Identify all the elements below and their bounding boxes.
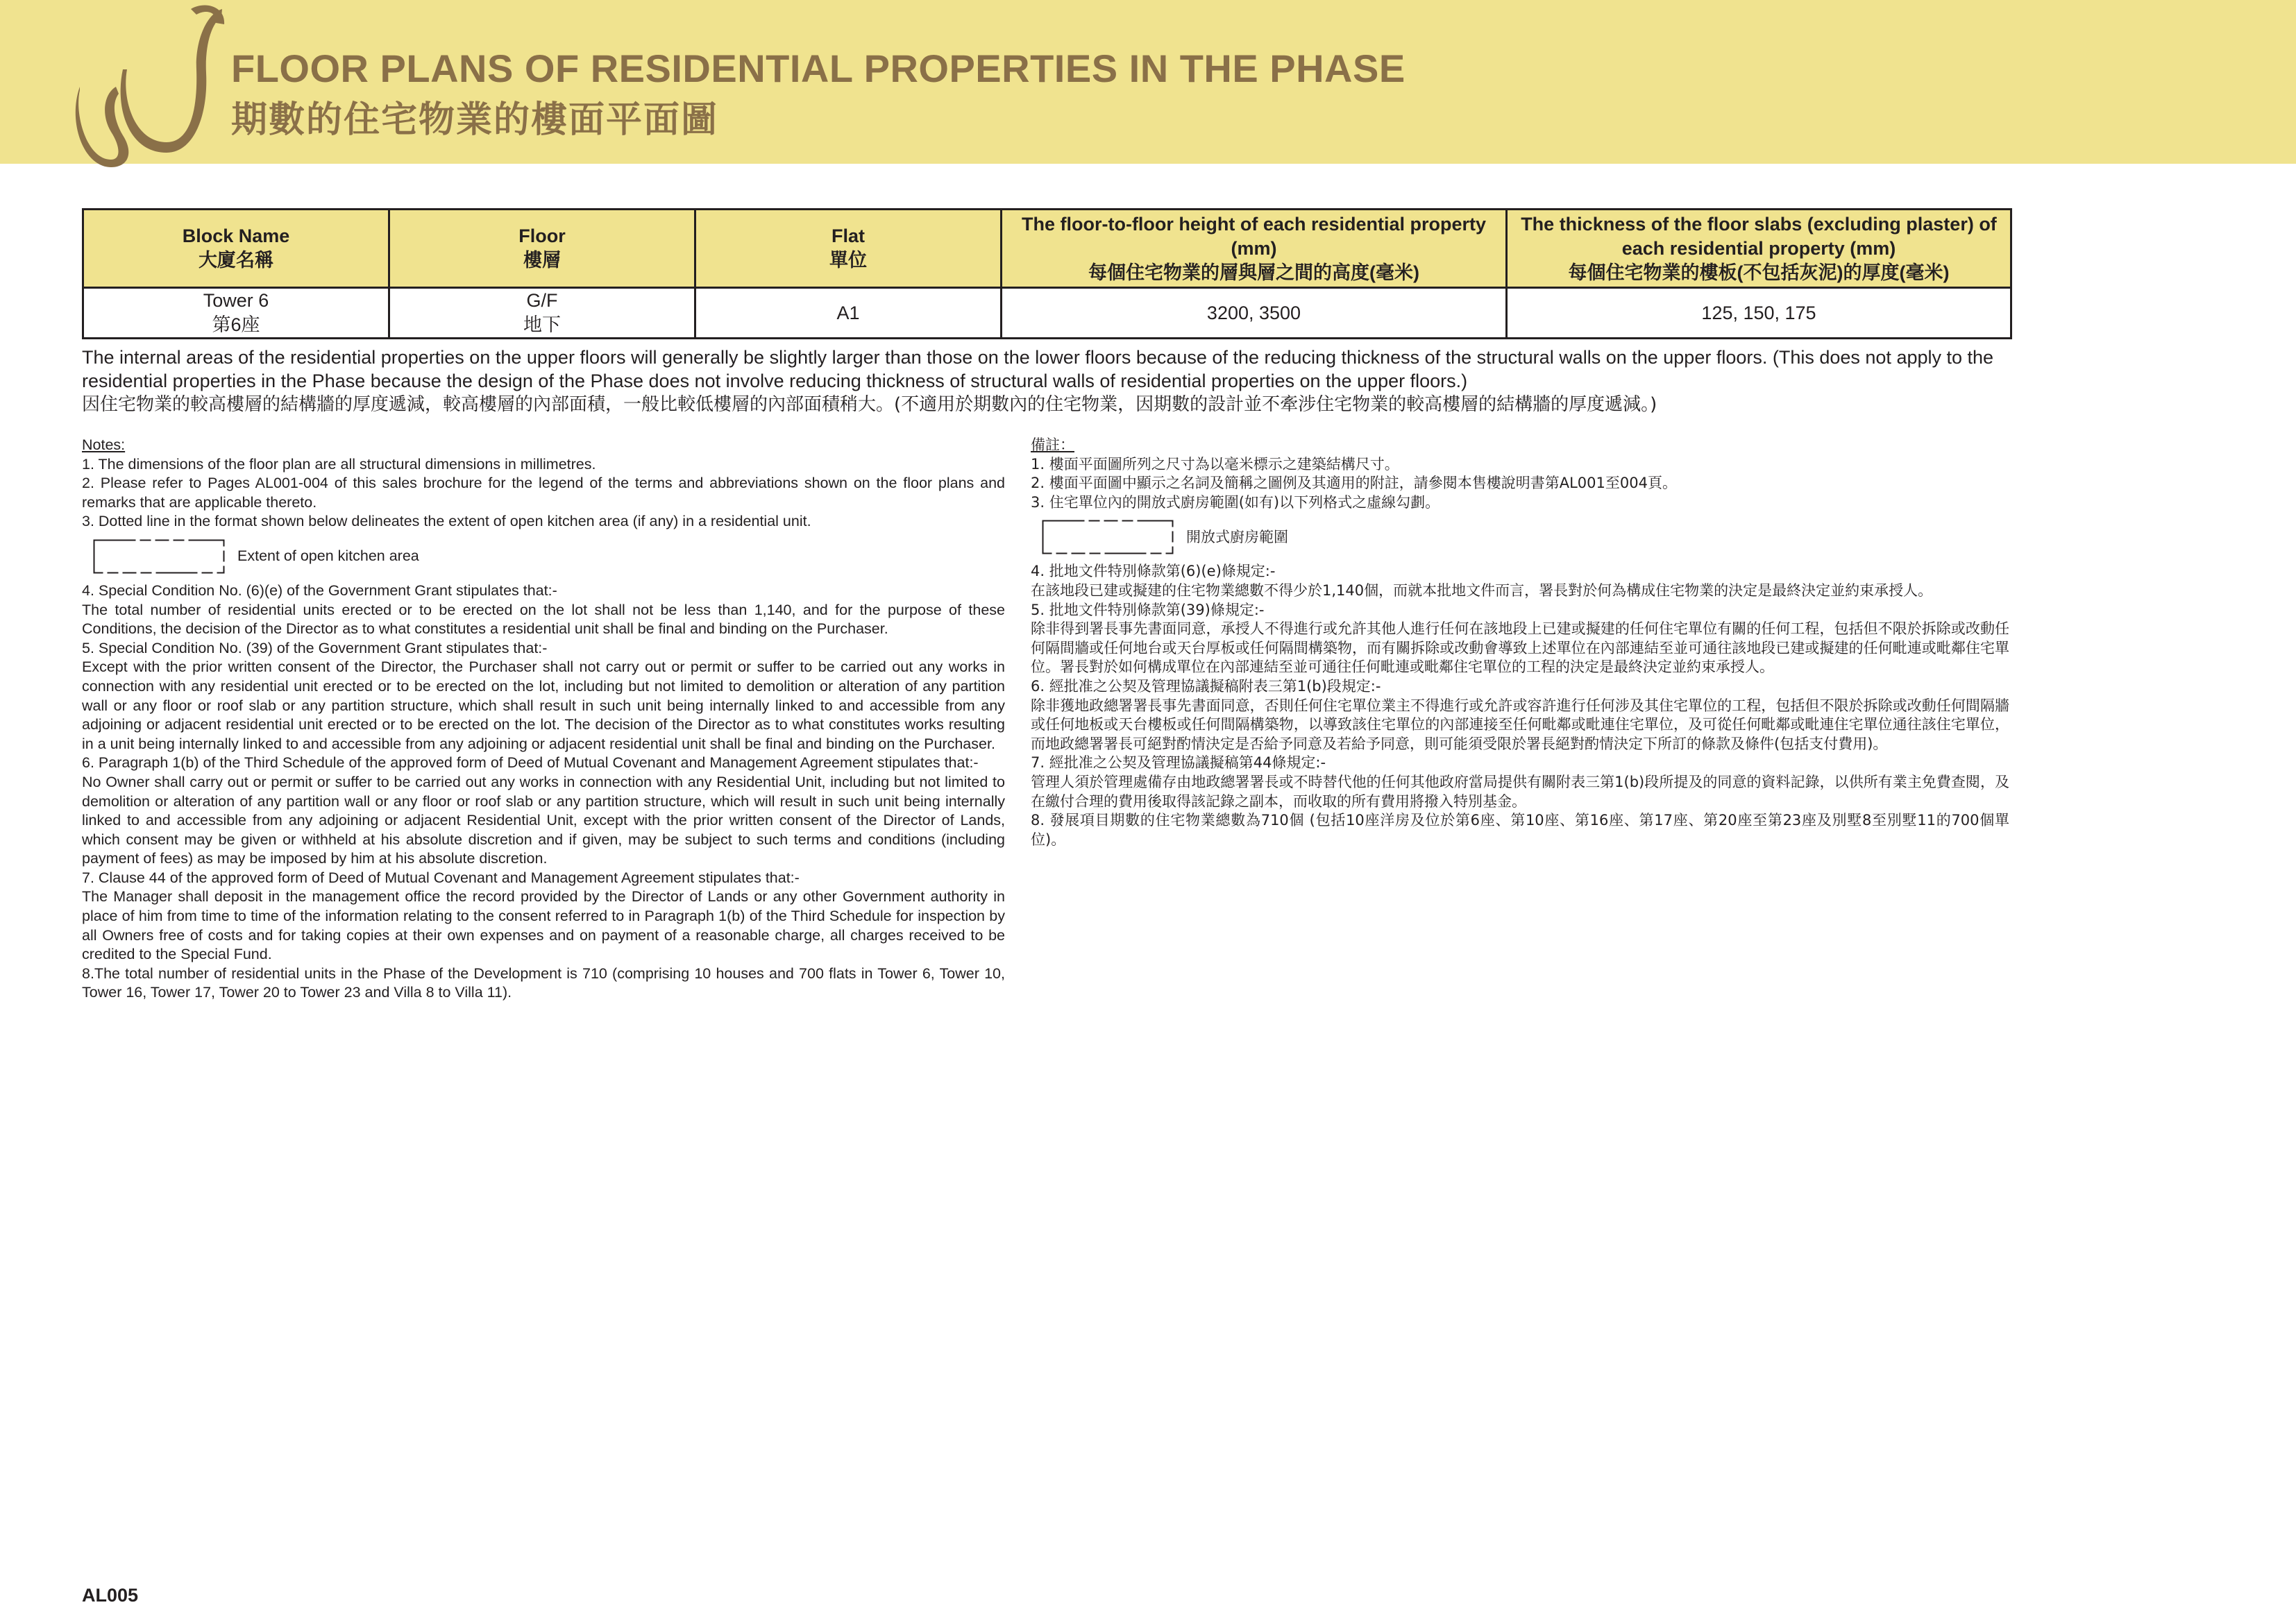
dotted-box-icon [93,539,225,574]
header-floor-height: The floor-to-floor height of each residential property (mm) 每個住宅物業的層與層之間的高度(毫米) [1002,210,1507,288]
table-header-row [83,210,2011,288]
page-title-en: FLOOR PLANS OF RESIDENTIAL PROPERTIES IN THE PHASE [231,46,1406,90]
note-4-body: The total number of residential units erected or to be erected on the lot shall not be less than 1,140, and for the purpose of these Conditions, the decision of the Director as to what constitutes a residential unit shall be final and binding on the Purchaser. [82,601,1005,638]
intro-zh: 因住宅物業的較高樓層的結構牆的厚度遞減，較高樓層的內部面積，一般比較低樓層的內部面積稍大。(不適用於期數內的住宅物業，因期數的設計並不牽涉住宅物業的較高樓層的結構牆的厚度遞減。) [82,394,1657,415]
note-5-body: Except with the prior written consent of the Director, the Purchaser shall not carry out or permit or suffer to be carried out any works in connection with any residential unit erected or to be erected on the lot, including but not limited to demolition or alteration of any partition wall or any floor or roof slab or any partition structure, which shall result in such unit being internally linked to and accessible from any adjoining or adjacent residential unit erected or to be erected on the lot. The decision of the Director as to what constitutes works resulting in a unit being internally linked to and accessible from any adjoining or adjacent residential unit shall be final and binding on the Purchaser. [82,658,1005,752]
cell-height: 3200, 3500 [1002,288,1507,339]
legend-label: Extent of open kitchen area [237,547,419,565]
note-2-zh: 2. 樓面平面圖中顯示之名詞及簡稱之圖例及其適用的附註，請參閱本售樓說明書第AL001至004頁。 [1031,475,1677,492]
note-6-title: 6. Paragraph 1(b) of the Third Schedule of the approved form of Deed of Mutual Covenant and Management Agreement stipulates that:- [82,754,979,772]
note-4-title-zh: 4. 批地文件特別條款第(6)(e)條規定:- [1031,563,1276,580]
note-6-body-zh: 除非獲地政總署署長事先書面同意，否則任何住宅單位業主不得進行或允許或容許進行任何涉及其住宅單位的工程，包括但不限於拆除或改動任何間隔牆或任何地板或天台樓板或任何間隔構築物，以導致該住宅單位的內部連接至任何毗鄰或毗連住宅單位，及可從任何毗鄰或毗連住宅單位通往該住宅單位，而地政總署署長可絕對酌情決定是否給予同意及若給予同意，則可能須受限於署長絕對酌情決定下所訂的條款及條件(包括支付費用)。 [1031,697,2009,752]
header-band [0,0,2296,164]
note-3-zh: 3. 住宅單位內的開放式廚房範圍(如有)以下列格式之虛線勾劃。 [1031,493,1440,511]
cell-thickness: 125, 150, 175 [1507,288,2011,339]
note-7-title-zh: 7. 經批准之公契及管理協議擬稿第44條規定:- [1031,754,1326,772]
note-5-body-zh: 除非得到署長事先書面同意，承授人不得進行或允許其他人進行任何在該地段上已建或擬建的任何住宅單位有關的任何工程，包括但不限於拆除或改動任何隔間牆或任何地台或天台厚板或任何隔間構築物，而有關拆除或改動會導致上述單位在內部連結至並可通往該地段已建或擬建的任何毗連或毗鄰住宅單位。署長對於如何構成單位在內部連結至並可通往任何毗連或毗鄰住宅單位的工程的決定是最終決定並約束承授人。 [1031,620,2009,676]
note-1: 1. The dimensions of the floor plan are all structural dimensions in millimetres. [82,455,596,473]
notes-zh-column [1031,436,2009,849]
note-2: 2. Please refer to Pages AL001-004 of this sales brochure for the legend of the terms and abbreviations shown on the floor plans and remarks that are applicable thereto. [82,475,1005,511]
note-1-zh: 1. 樓面平面圖所列之尺寸為以毫米標示之建築結構尺寸。 [1031,455,1399,473]
cell-floor: G/F 地下 [389,288,695,339]
page-number: AL005 [82,1585,139,1606]
floor-spec-table [82,208,2012,339]
header-flat: Flat 單位 [695,210,1002,288]
note-7-body-zh: 管理人須於管理處備存由地政總署署長或不時替代他的任何其他政府當局提供有關附表三第1(b)段所提及的同意的資料記錄，以供所有業主免費查閱，及在繳付合理的費用後取得該記錄之副本，而收取的所有費用將撥入特別基金。 [1031,773,2009,810]
page-title-zh: 期數的住宅物業的樓面平面圖 [231,99,719,141]
swirl-logo-icon [73,3,226,167]
note-8-zh: 8. 發展項目期數的住宅物業總數為710個 (包括10座洋房及位於第6座、第10座、第16座、第17座、第20座至第23座及別墅8至別墅11的700個單位)。 [1031,812,2009,848]
legend-label-zh: 開放式廚房範圍 [1186,528,1288,545]
note-5-title-zh: 5. 批地文件特別條款第(39)條規定:- [1031,601,1265,618]
note-7-body: The Manager shall deposit in the management office the record provided by the Director of Lands or any other Government authority in place of him from time to time of the information relating to the consent referred to in Paragraph 1(b) of the Third Schedule for inspection by all Owners free of costs and for taking copies at their own expenses and on payment of a reasonable charge, all charges received to be credited to the Special Fund. [82,888,1005,963]
kitchen-legend [82,532,1005,581]
note-6-body: No Owner shall carry out or permit or suffer to be carried out any works in connection with any Residential Unit, including but not limited to demolition or alteration of any partition wall or any floor or roof slab or any partition structure, which will result in such unit being internally linked to and accessible from any adjoining or adjacent Residential Unit, except with the prior written consent of the Director of Lands, which consent may be given or withheld at his absolute discretion and if given, may be subject to such terms and conditions (including payment of fees) as may be imposed by him at his absolute discretion. [82,773,1005,867]
notes-title: Notes: [82,436,126,453]
header-floor: Floor 樓層 [389,210,695,288]
intro-en: The internal areas of the residential properties on the upper floors will generally be slightly larger than those on the lower floors because of the reducing thickness of the structural walls on the upper floors. (This does not apply to the residential properties in the Phase because the design of the Phase does not involve reducing thickness of structural walls of residential properties on the upper floors.) [82,347,1994,391]
cell-flat: A1 [695,288,1002,339]
dotted-box-icon [1042,520,1174,554]
note-7-title: 7. Clause 44 of the approved form of Deed of Mutual Covenant and Management Agreement stipulates that:- [82,869,800,886]
table-row [83,288,2011,339]
note-4-body-zh: 在該地段已建或擬建的住宅物業總數不得少於1,140個，而就本批地文件而言，署長對於何為構成住宅物業的決定是最終決定並約束承授人。 [1031,581,1933,599]
notes-title-zh: 備註： [1031,436,1074,453]
note-5-title: 5. Special Condition No. (39) of the Government Grant stipulates that:- [82,639,548,656]
note-4-title: 4. Special Condition No. (6)(e) of the Government Grant stipulates that:- [82,581,557,599]
note-3: 3. Dotted line in the format shown below delineates the extent of open kitchen area (if any) in a residential unit. [82,513,811,530]
intro-paragraph [82,346,2011,416]
cell-block: Tower 6 第6座 [83,288,389,339]
header-slab-thickness: The thickness of the floor slabs (excluding plaster) of each residential property (mm) 每個住宅物業的樓板(不包括灰泥)的厚度(毫米) [1507,210,2011,288]
kitchen-legend-zh [1031,512,2009,562]
header-block-name: Block Name 大廈名稱 [83,210,389,288]
note-8: 8.The total number of residential units in the Phase of the Development is 710 (comprising 10 houses and 700 flats in Tower 6, Tower 10, Tower 16, Tower 17, Tower 20 to Tower 23 and Villa 8 to Villa 11). [82,965,1005,1001]
note-6-title-zh: 6. 經批准之公契及管理協議擬稿附表三第1(b)段規定:- [1031,677,1381,695]
notes-en-column [82,436,1005,1003]
